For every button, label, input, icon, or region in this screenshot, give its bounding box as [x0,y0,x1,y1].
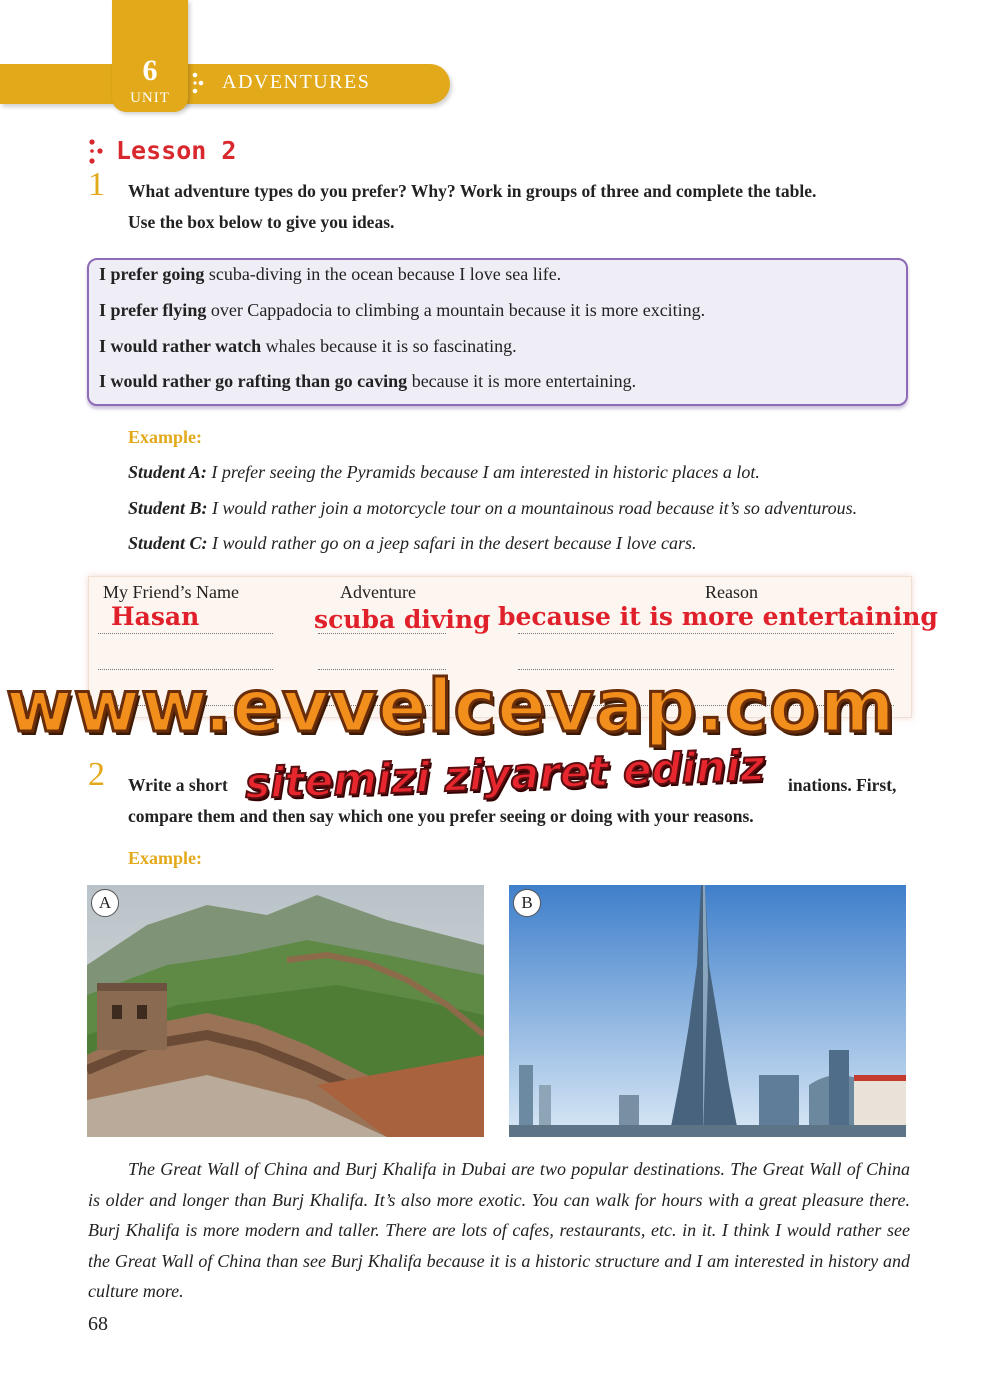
burj-khalifa-image [509,885,906,1137]
unit-number: 6 [142,54,158,87]
example-label: Example: [128,427,202,447]
page-number: 68 [88,1313,108,1335]
watermark-tagline: sitemizi ziyaret ediniz [244,740,766,809]
exercise-2-line1-end: inations. First, [788,775,897,795]
answer-reason[interactable]: because it is more entertaining [498,602,938,631]
lesson-title: Lesson 2 [116,136,237,165]
unit-tab [112,0,188,112]
great-wall-photo [87,885,484,1137]
answer-line [318,633,446,634]
exercise-2-line2: compare them and then say which one you prefer seeing or doing with your reasons. [128,806,754,826]
exercise-2-number: 2 [88,756,105,793]
idea-line: I would rather watch whales because it is so fascinating. [99,336,517,356]
student-line: Student A: I prefer seeing the Pyramids because I am interested in historic places a lot. [128,462,760,482]
watermark-site: www.evvelcevap.com [6,664,896,748]
lesson-dots-icon [86,138,106,166]
unit-title: ADVENTURES [222,71,371,93]
photo-label-a: A [91,889,119,917]
table-header-name: My Friend’s Name [103,582,239,602]
student-line: Student C: I would rather go on a jeep safari in the desert because I love cars. [128,533,697,553]
table-header-reason: Reason [705,582,758,602]
burj-khalifa-photo [509,885,906,1137]
unit-word: UNIT [130,90,170,106]
answer-adventure[interactable]: scuba diving [314,605,491,634]
instruction-line: What adventure types do you prefer? Why? Work in groups of three and complete the table. [128,181,817,201]
answer-line [98,633,273,634]
idea-line: I would rather go rafting than go caving because it is more entertaining. [99,371,637,391]
chevron-right-icon [190,71,210,95]
exercise-1-number: 1 [88,166,105,203]
student-line: Student B: I would rather join a motorcycle tour on a mountainous road because it’s so adventurous. [128,498,858,518]
great-wall-image [87,885,484,1137]
table-header-adventure: Adventure [340,582,416,602]
photo-label-b: B [513,889,541,917]
idea-line: I prefer going scuba-diving in the ocean because I love sea life. [99,264,562,284]
exercise-2-line1-start: Write a short [128,775,228,795]
answer-line [518,633,894,634]
exercise-1-instruction [128,176,816,238]
example-label: Example: [128,848,202,868]
answer-name[interactable]: Hasan [111,602,200,631]
ideas-box [87,258,908,406]
idea-line: I prefer flying over Cappadocia to climbing a mountain because it is more exciting. [99,300,706,320]
instruction-line: Use the box below to give you ideas. [128,212,395,232]
example-paragraph: The Great Wall of China and Burj Khalifa in Dubai are two popular destinations. The Great Wall of China is older and longer than Burj Khalifa. It’s also more exotic. You can walk for hours with a great pleasure there. Burj Khalifa is more modern and taller. There are lots of cafes, restaurants, etc. in it. I think I would rather see the Great Wall of China than see Burj Khalifa because it is a historic structure and I am interested in history and culture more. [88,1159,910,1301]
